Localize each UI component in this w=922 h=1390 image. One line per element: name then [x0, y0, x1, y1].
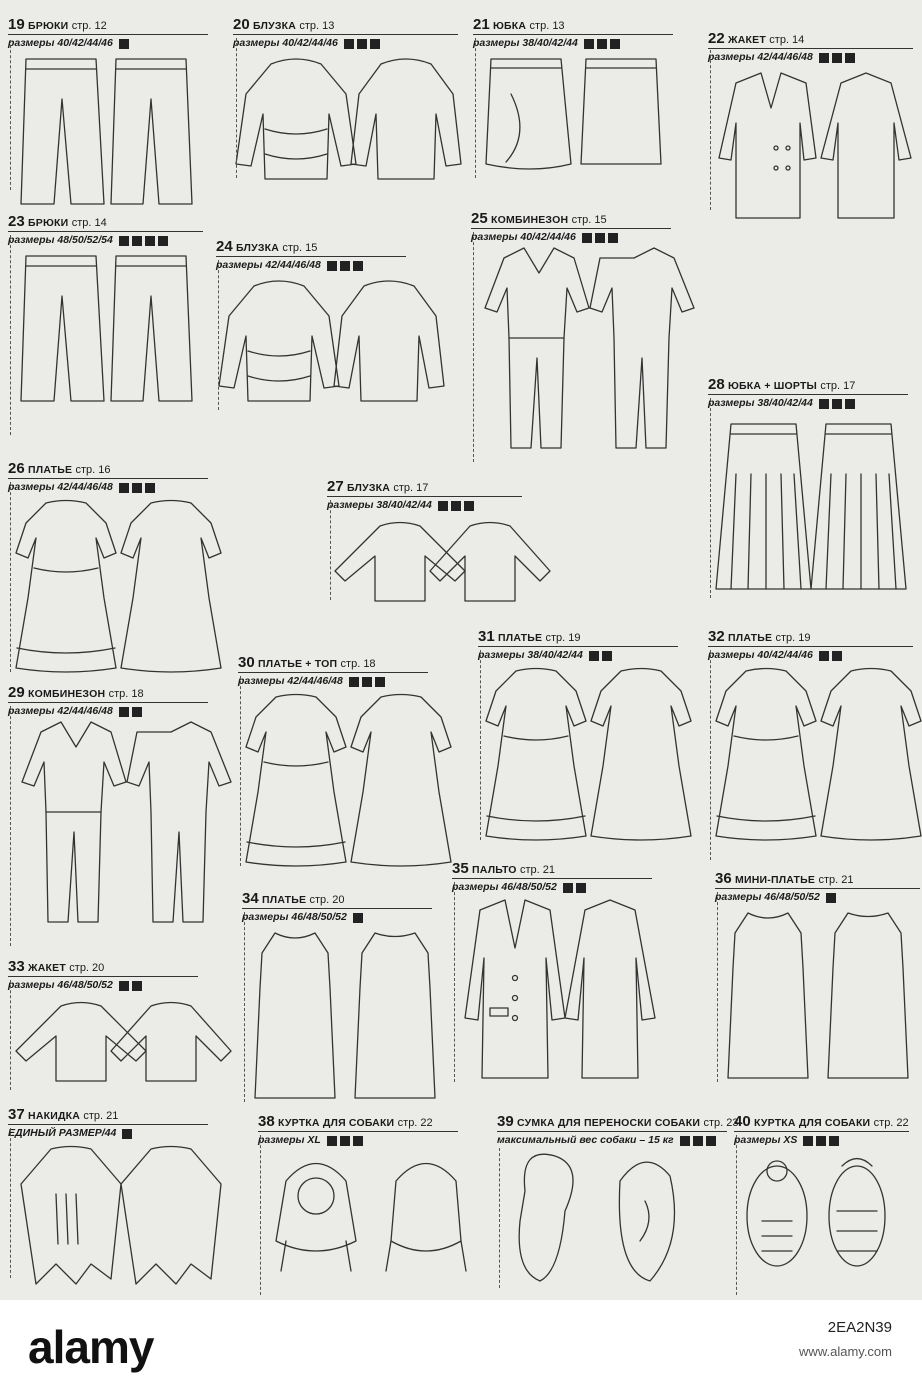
difficulty-square-icon: [608, 233, 618, 243]
size-line: [238, 675, 428, 688]
item-title: БЛУЗКА: [236, 242, 279, 254]
item-heading: [327, 480, 522, 495]
difficulty-square-icon: [353, 913, 363, 923]
size-range: размеры 48/50/52/54: [8, 234, 113, 246]
difficulty-square-icon: [464, 501, 474, 511]
page-reference: стр. 17: [820, 380, 856, 392]
heading-rule: [708, 394, 908, 395]
difficulty-square-icon: [340, 1136, 350, 1146]
heading-rule: [452, 878, 652, 879]
page-reference: стр. 15: [571, 214, 607, 226]
difficulty-square-icon: [353, 261, 363, 271]
garment-sketch: [241, 54, 466, 234]
item-title: ЖАКЕТ: [728, 34, 766, 46]
item-heading: [8, 686, 208, 701]
difficulty-square-icon: [438, 501, 448, 511]
page-reference: стр. 21: [83, 1110, 119, 1122]
garment-sketch: [479, 248, 679, 428]
page-reference: стр. 15: [282, 242, 318, 254]
heading-rule: [8, 976, 198, 977]
item-number: 39: [497, 1113, 514, 1130]
item-title: БЛУЗКА: [253, 20, 296, 32]
dashed-guide: [10, 482, 11, 672]
difficulty-square-icon: [819, 53, 829, 63]
difficulty-square-icon: [610, 39, 620, 49]
item-number: 38: [258, 1113, 275, 1130]
pattern-item-29: [8, 686, 208, 718]
page-reference: стр. 19: [775, 632, 811, 644]
difficulty-square-icon: [803, 1136, 813, 1146]
page-reference: стр. 22: [397, 1117, 433, 1129]
difficulty-square-icon: [706, 1136, 716, 1146]
item-number: 32: [708, 628, 725, 645]
heading-rule: [238, 672, 428, 673]
page-reference: стр. 21: [520, 864, 556, 876]
size-line: [8, 1127, 208, 1140]
difficulty-square-icon: [832, 53, 842, 63]
size-range: размеры 38/40/42/44: [473, 37, 578, 49]
size-line: [473, 37, 673, 50]
size-range: размеры 38/40/42/44: [327, 499, 432, 511]
pattern-item-19: [8, 18, 208, 50]
difficulty-square-icon: [119, 483, 129, 493]
dashed-guide: [10, 706, 11, 946]
heading-rule: [708, 646, 913, 647]
garment-sketch: [266, 1151, 466, 1300]
page-reference: стр. 22: [873, 1117, 909, 1129]
item-number: 35: [452, 860, 469, 877]
item-number: 27: [327, 478, 344, 495]
size-range: размеры 38/40/42/44: [478, 649, 583, 661]
dashed-guide: [710, 398, 711, 598]
stock-image-id: [799, 1316, 892, 1364]
difficulty-square-icon: [375, 677, 385, 687]
dashed-guide: [236, 38, 237, 178]
difficulty-square-icon: [845, 399, 855, 409]
pattern-item-27: [327, 480, 522, 512]
heading-rule: [8, 34, 208, 35]
item-heading: [497, 1113, 739, 1130]
page-reference: стр. 14: [71, 217, 107, 229]
heading-rule: [8, 702, 208, 703]
pattern-item-34: [242, 892, 432, 924]
item-number: 28: [708, 376, 725, 393]
heading-rule: [715, 888, 920, 889]
item-heading: [715, 872, 920, 887]
dashed-guide: [260, 1135, 261, 1295]
item-number: 21: [473, 16, 490, 33]
item-heading: [216, 240, 406, 255]
site-url[interactable]: www.alamy.com: [799, 1344, 892, 1359]
garment-sketch: [16, 1144, 216, 1300]
difficulty-square-icon: [829, 1136, 839, 1146]
difficulty-square-icon: [362, 677, 372, 687]
page-reference: стр. 16: [75, 464, 111, 476]
pattern-item-21: [473, 18, 673, 50]
pattern-item-37: [8, 1108, 208, 1140]
garment-sketch: [246, 692, 436, 872]
size-range: размеры 42/44/46/48: [216, 259, 321, 271]
heading-rule: [233, 34, 458, 35]
item-number: 33: [8, 958, 25, 975]
item-heading: [233, 18, 458, 33]
difficulty-square-icon: [370, 39, 380, 49]
item-number: 25: [471, 210, 488, 227]
size-line: [708, 649, 913, 662]
size-line: [715, 891, 920, 904]
size-range: размеры 46/48/50/52: [715, 891, 820, 903]
garment-sketch: [16, 498, 216, 678]
difficulty-square-icon: [832, 651, 842, 661]
item-title: ПЛАТЬЕ: [262, 894, 307, 906]
size-range: размеры 42/44/46/48: [8, 705, 113, 717]
item-number: 37: [8, 1106, 25, 1123]
pattern-item-31: [478, 630, 678, 662]
item-title: ЮБКА + ШОРТЫ: [728, 380, 818, 392]
item-title: ПЛАТЬЕ + ТОП: [258, 658, 338, 670]
size-range: размеры 42/44/46/48: [708, 51, 813, 63]
difficulty-square-icon: [353, 1136, 363, 1146]
pattern-item-40: [734, 1115, 909, 1147]
item-title: БЛУЗКА: [347, 482, 390, 494]
difficulty-square-icon: [327, 261, 337, 271]
item-title: ПЛАТЬЕ: [728, 632, 773, 644]
stock-footer: [0, 1300, 922, 1390]
garment-sketch: [716, 666, 921, 846]
heading-rule: [216, 256, 406, 257]
size-range: размеры 46/48/50/52: [452, 881, 557, 893]
difficulty-square-icon: [132, 707, 142, 717]
size-range: размеры 40/42/44/46: [708, 649, 813, 661]
heading-rule: [258, 1131, 458, 1132]
pattern-item-20: [233, 18, 458, 50]
item-number: 30: [238, 654, 255, 671]
item-title: ПАЛЬТО: [472, 864, 517, 876]
heading-rule: [471, 228, 671, 229]
difficulty-square-icon: [602, 651, 612, 661]
size-range: размеры XL: [258, 1134, 321, 1146]
image-id-text: 2EA2N39: [827, 1319, 892, 1336]
garment-sketch: [16, 251, 211, 431]
difficulty-square-icon: [132, 236, 142, 246]
page-reference: стр. 21: [818, 874, 854, 886]
difficulty-square-icon: [680, 1136, 690, 1146]
item-title: КОМБИНЕЗОН: [28, 688, 106, 700]
item-title: КОМБИНЕЗОН: [491, 214, 569, 226]
difficulty-square-icon: [122, 1129, 132, 1139]
difficulty-square-icon: [845, 53, 855, 63]
item-heading: [473, 18, 673, 33]
item-heading: [8, 18, 208, 33]
dashed-guide: [499, 1148, 500, 1288]
item-number: 24: [216, 238, 233, 255]
difficulty-square-icon: [582, 233, 592, 243]
size-range: ЕДИНЫЙ РАЗМЕР/44: [8, 1127, 117, 1139]
page-reference: стр. 18: [108, 688, 144, 700]
garment-sketch: [16, 722, 216, 902]
heading-rule: [8, 231, 203, 232]
item-title: ПЛАТЬЕ: [498, 632, 543, 644]
item-heading: [242, 892, 432, 907]
item-number: 31: [478, 628, 495, 645]
dashed-guide: [240, 676, 241, 866]
item-heading: [8, 215, 203, 230]
size-line: [242, 911, 432, 924]
dashed-guide: [244, 912, 245, 1102]
dashed-guide: [473, 232, 474, 462]
garment-sketch: [481, 54, 681, 234]
difficulty-square-icon: [826, 893, 836, 903]
page-reference: стр. 20: [309, 894, 345, 906]
difficulty-square-icon: [576, 883, 586, 893]
size-range: размеры XS: [734, 1134, 798, 1146]
size-line: [8, 481, 208, 494]
difficulty-square-icon: [119, 39, 129, 49]
size-line: [8, 234, 203, 247]
size-line: [8, 979, 198, 992]
difficulty-square-icon: [451, 501, 461, 511]
page-reference: стр. 17: [393, 482, 429, 494]
dashed-guide: [475, 38, 476, 178]
size-line: [8, 37, 208, 50]
garment-sketch: [250, 928, 440, 1108]
heading-rule: [473, 34, 673, 35]
page-reference: стр. 12: [71, 20, 107, 32]
item-heading: [734, 1115, 909, 1130]
size-line: [708, 397, 908, 410]
item-title: МИНИ-ПЛАТЬЕ: [735, 874, 816, 886]
item-title: СУМКА ДЛЯ ПЕРЕНОСКИ СОБАКИ: [517, 1117, 701, 1129]
difficulty-square-icon: [819, 651, 829, 661]
size-range: максимальный вес собаки – 15 кг: [497, 1134, 674, 1146]
size-line: [233, 37, 458, 50]
dashed-guide: [454, 882, 455, 1082]
item-heading: [452, 862, 652, 877]
page-reference: стр. 13: [529, 20, 565, 32]
item-number: 23: [8, 213, 25, 230]
size-range: размеры 38/40/42/44: [708, 397, 813, 409]
alamy-logo[interactable]: alamy: [28, 1321, 154, 1373]
pattern-item-39: [497, 1113, 739, 1147]
difficulty-square-icon: [132, 981, 142, 991]
item-heading: [471, 212, 671, 227]
pattern-item-32: [708, 630, 913, 662]
size-line: [734, 1134, 909, 1147]
garment-sketch: [723, 908, 922, 1088]
item-heading: [238, 656, 428, 671]
size-range: размеры 46/48/50/52: [242, 911, 347, 923]
heading-rule: [497, 1131, 727, 1132]
garment-sketch: [742, 1151, 917, 1300]
item-title: ЖАКЕТ: [28, 962, 66, 974]
size-line: [452, 881, 652, 894]
item-title: ЮБКА: [493, 20, 527, 32]
item-heading: [8, 960, 198, 975]
dashed-guide: [10, 1128, 11, 1278]
item-number: 36: [715, 870, 732, 887]
size-line: [497, 1134, 727, 1147]
garment-sketch: [460, 898, 660, 1078]
page-reference: стр. 19: [545, 632, 581, 644]
difficulty-square-icon: [119, 707, 129, 717]
item-title: БРЮКИ: [28, 217, 69, 229]
size-range: размеры 40/42/44/46: [233, 37, 338, 49]
pattern-item-36: [715, 872, 920, 904]
heading-rule: [478, 646, 678, 647]
item-number: 29: [8, 684, 25, 701]
item-title: ПЛАТЬЕ: [28, 464, 73, 476]
difficulty-square-icon: [693, 1136, 703, 1146]
heading-rule: [734, 1131, 909, 1132]
item-title: КУРТКА ДЛЯ СОБАКИ: [754, 1117, 871, 1129]
difficulty-square-icon: [589, 651, 599, 661]
difficulty-square-icon: [327, 1136, 337, 1146]
difficulty-square-icon: [119, 236, 129, 246]
difficulty-square-icon: [340, 261, 350, 271]
size-range: размеры 42/44/46/48: [8, 481, 113, 493]
heading-rule: [8, 1124, 208, 1125]
item-number: 22: [708, 30, 725, 47]
size-line: [471, 231, 671, 244]
item-number: 26: [8, 460, 25, 477]
pattern-item-26: [8, 462, 208, 494]
pattern-item-33: [8, 960, 198, 992]
garment-sketch: [486, 666, 686, 846]
dashed-guide: [218, 260, 219, 410]
heading-rule: [708, 48, 913, 49]
difficulty-square-icon: [119, 981, 129, 991]
difficulty-square-icon: [357, 39, 367, 49]
garment-sketch: [16, 54, 216, 234]
garment-sketch: [505, 1151, 735, 1300]
page-reference: стр. 18: [340, 658, 376, 670]
dashed-guide: [330, 500, 331, 600]
size-range: размеры 42/44/46/48: [238, 675, 343, 687]
size-range: размеры 40/42/44/46: [471, 231, 576, 243]
dashed-guide: [710, 50, 711, 210]
heading-rule: [8, 478, 208, 479]
difficulty-square-icon: [595, 233, 605, 243]
page-reference: стр. 20: [69, 962, 105, 974]
size-line: [216, 259, 406, 272]
difficulty-square-icon: [563, 883, 573, 893]
size-line: [258, 1134, 458, 1147]
garment-sketch: [224, 276, 414, 456]
difficulty-square-icon: [819, 399, 829, 409]
item-number: 20: [233, 16, 250, 33]
item-heading: [708, 32, 913, 47]
pattern-item-38: [258, 1115, 458, 1147]
dashed-guide: [10, 235, 11, 435]
size-line: [8, 705, 208, 718]
pattern-item-24: [216, 240, 406, 272]
item-heading: [258, 1115, 458, 1130]
item-title: КУРТКА ДЛЯ СОБАКИ: [278, 1117, 395, 1129]
pattern-item-30: [238, 656, 428, 688]
item-heading: [8, 1108, 208, 1123]
dashed-guide: [717, 892, 718, 1082]
difficulty-square-icon: [816, 1136, 826, 1146]
difficulty-square-icon: [132, 483, 142, 493]
heading-rule: [327, 496, 522, 497]
item-number: 40: [734, 1113, 751, 1130]
pattern-item-28: [708, 378, 908, 410]
difficulty-square-icon: [584, 39, 594, 49]
page-reference: стр. 13: [299, 20, 335, 32]
item-number: 19: [8, 16, 25, 33]
item-heading: [8, 462, 208, 477]
size-line: [327, 499, 522, 512]
pattern-item-25: [471, 212, 671, 244]
page-reference: стр. 23: [703, 1117, 739, 1129]
dashed-guide: [10, 40, 11, 190]
difficulty-square-icon: [158, 236, 168, 246]
page-reference: стр. 14: [769, 34, 805, 46]
size-range: размеры 46/48/50/52: [8, 979, 113, 991]
dashed-guide: [736, 1135, 737, 1295]
difficulty-square-icon: [832, 399, 842, 409]
pattern-item-22: [708, 32, 913, 64]
size-line: [478, 649, 678, 662]
garment-sketch: [716, 414, 916, 594]
difficulty-square-icon: [349, 677, 359, 687]
dashed-guide: [480, 650, 481, 840]
dashed-guide: [710, 650, 711, 860]
item-heading: [478, 630, 678, 645]
item-heading: [708, 378, 908, 393]
size-range: размеры 40/42/44/46: [8, 37, 113, 49]
item-heading: [708, 630, 913, 645]
pattern-item-35: [452, 862, 652, 894]
size-line: [708, 51, 913, 64]
garment-sketch: [716, 68, 921, 248]
item-title: БРЮКИ: [28, 20, 69, 32]
difficulty-square-icon: [597, 39, 607, 49]
difficulty-square-icon: [145, 483, 155, 493]
item-number: 34: [242, 890, 259, 907]
pattern-item-23: [8, 215, 203, 247]
difficulty-square-icon: [145, 236, 155, 246]
item-title: НАКИДКА: [28, 1110, 81, 1122]
dashed-guide: [10, 980, 11, 1090]
heading-rule: [242, 908, 432, 909]
difficulty-square-icon: [344, 39, 354, 49]
